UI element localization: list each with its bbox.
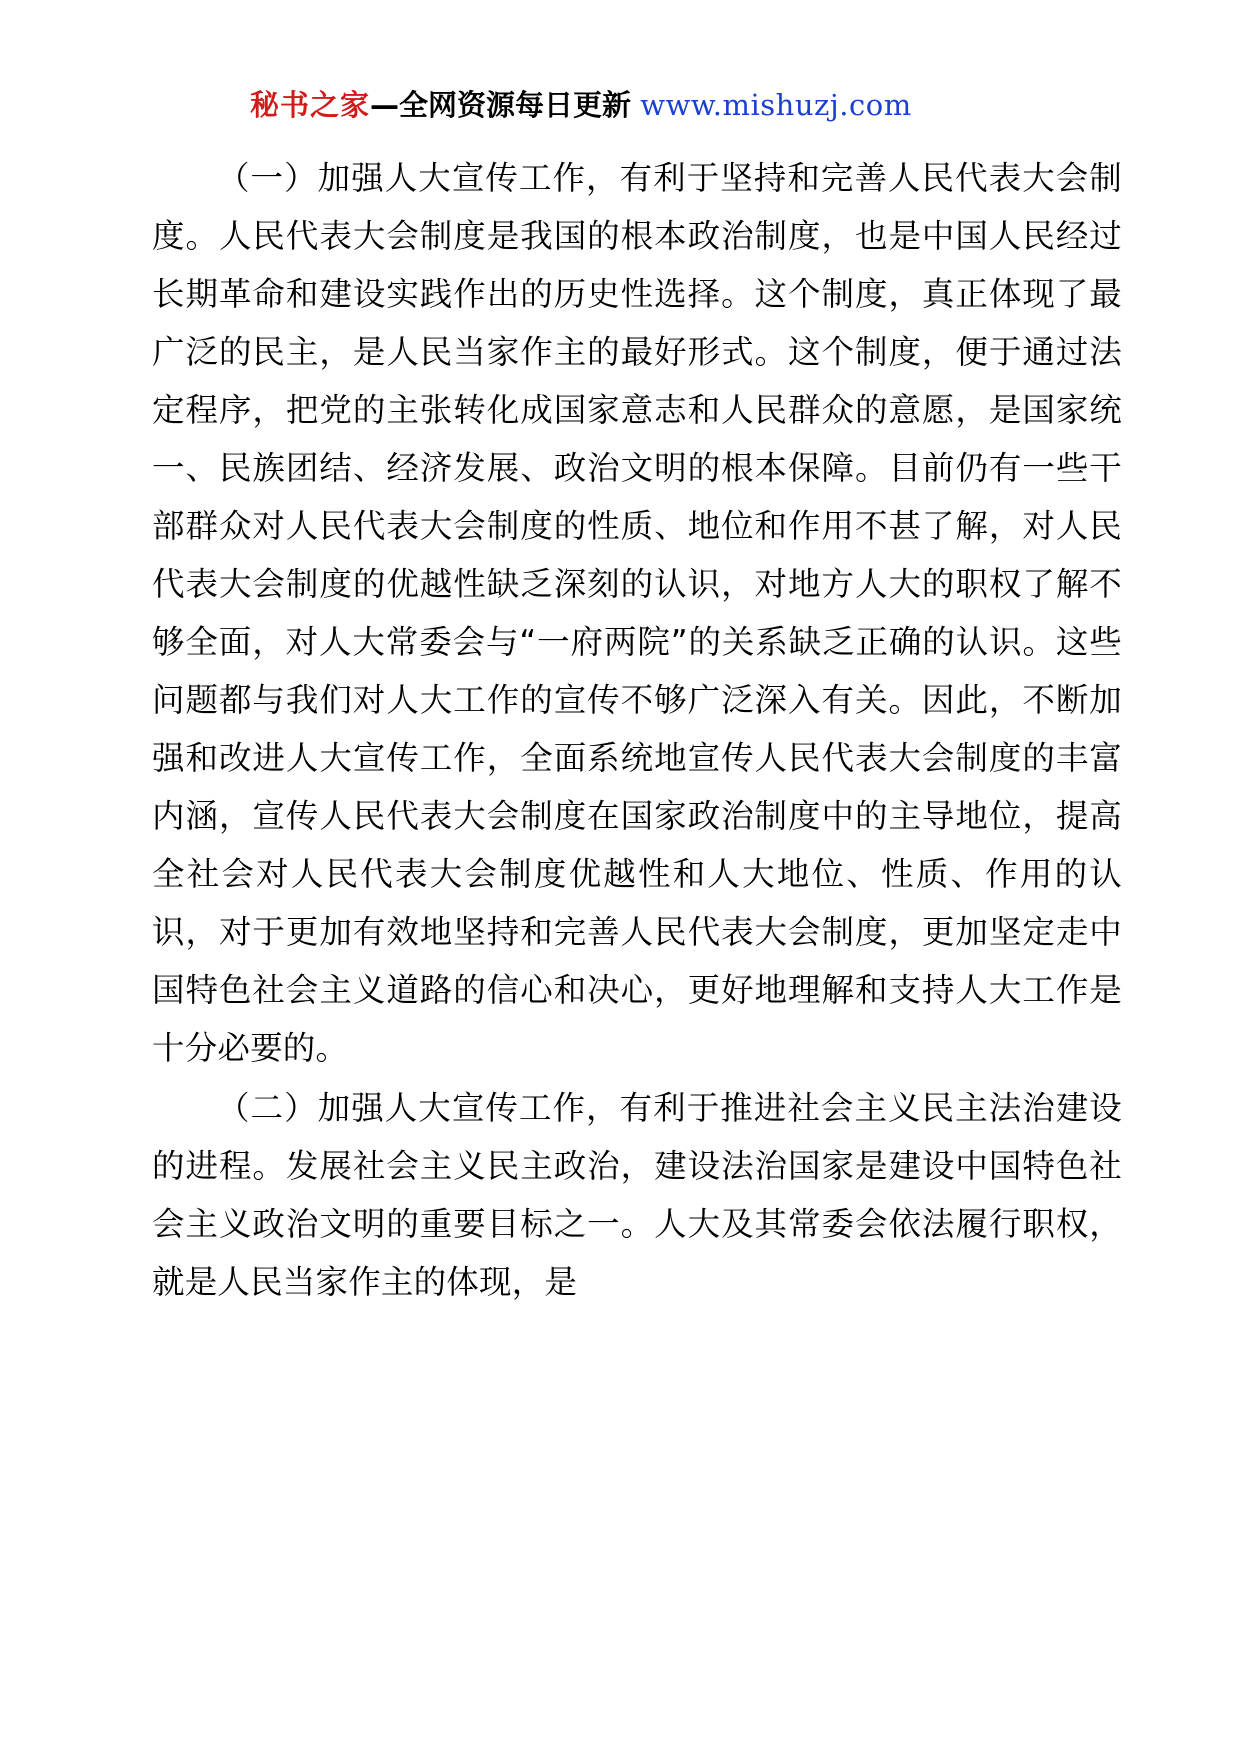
site-url-link[interactable]: www.mishuzj.com (640, 88, 912, 122)
site-watermark-header (250, 88, 1122, 123)
site-brand-label: 秘书之家 (250, 88, 371, 122)
paragraph-one: （一）加强人大宣传工作，有利于坚持和完善人民代表大会制度。人民代表大会制度是我国的根本政治制度，也是中国人民经过长期革命和建设实践作出的历史性选择。这个制度，真正体现了最广泛的民主，是人民当家作主的最好形式。这个制度，便于通过法定程序，把党的主张转化成国家意志和人民群众的意愿，是国家统一、民族团结、经济发展、政治文明的根本保障。目前仍有一些干部群众对人民代表大会制度的性质、地位和作用不甚了解，对人民代表大会制度的优越性缺乏深刻的认识，对地方人大的职权了解不够全面，对人大常委会与“一府两院”的关系缺乏正确的认识。这些问题都与我们对人大工作的宣传不够广泛深入有关。因此，不断加强和改进人大宣传工作，全面系统地宣传人民代表大会制度的丰富内涵，宣传人民代表大会制度在国家政治制度中的主导地位，提高全社会对人民代表大会制度优越性和人大地位、性质、作用的认识，对于更加有效地坚持和完善人民代表大会制度，更加坚定走中国特色社会主义道路的信心和决心，更好地理解和支持人大工作是十分必要的。 (152, 158, 1122, 1067)
site-tagline-label: —全网资源每日更新 (370, 88, 632, 122)
paragraph-two: （二）加强人大宣传工作，有利于推进社会主义民主法治建设的进程。发展社会主义民主政治，建设法治国家是建设中国特色社会主义政治文明的重要目标之一。人大及其常委会依法履行职权，就是人民当家作主的体现，是 (152, 1088, 1122, 1301)
document-body (152, 149, 1122, 1311)
